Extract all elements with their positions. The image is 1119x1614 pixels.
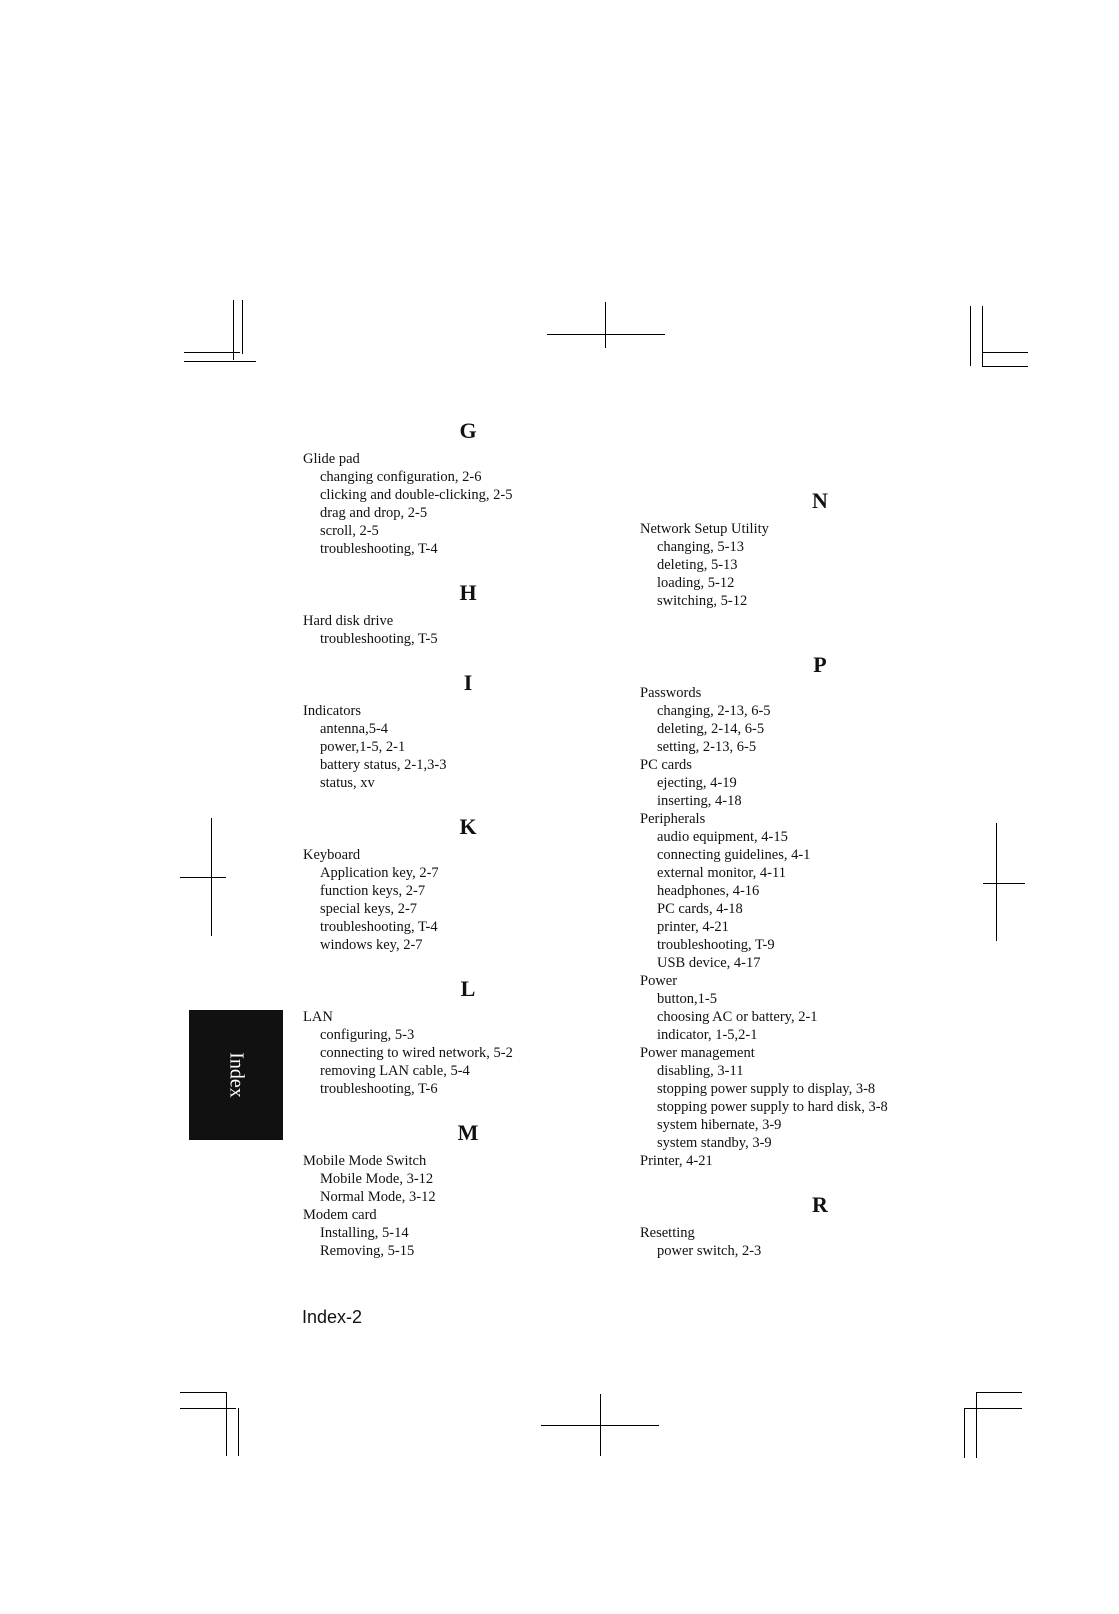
index-subentry: system standby, 3-9 xyxy=(657,1135,772,1151)
index-entry: Passwords xyxy=(640,685,702,701)
index-subentry: Mobile Mode, 3-12 xyxy=(320,1171,434,1187)
section-letter: H xyxy=(459,580,477,605)
index-entry: Glide pad xyxy=(303,451,360,467)
index-section-r xyxy=(640,1192,970,1260)
index-section-k xyxy=(303,814,603,954)
section-letter: K xyxy=(459,814,477,839)
index-subentry: troubleshooting, T-9 xyxy=(657,937,775,953)
index-column-left xyxy=(303,418,603,1260)
index-subentry: changing configuration, 2-6 xyxy=(320,469,482,485)
index-entry: Power management xyxy=(640,1045,755,1061)
index-subentry: loading, 5-12 xyxy=(657,575,735,591)
index-subentry: troubleshooting, T-5 xyxy=(320,631,438,647)
index-entry: LAN xyxy=(303,1009,333,1025)
index-subentry: headphones, 4-16 xyxy=(657,883,760,899)
section-spacer xyxy=(303,954,603,976)
section-letter: N xyxy=(812,488,828,513)
index-subentry: battery status, 2-1,3-3 xyxy=(320,757,447,773)
index-entry: Network Setup Utility xyxy=(640,521,769,537)
index-subentry: USB device, 4-17 xyxy=(657,955,761,971)
section-spacer xyxy=(303,792,603,814)
index-subentry: Installing, 5-14 xyxy=(320,1225,409,1241)
section-letter: L xyxy=(460,976,476,1001)
index-subentry: stopping power supply to display, 3-8 xyxy=(657,1081,876,1097)
index-subentry: connecting guidelines, 4-1 xyxy=(657,847,811,863)
index-subentry: removing LAN cable, 5-4 xyxy=(320,1063,470,1079)
section-spacer xyxy=(640,610,970,652)
section-letter: R xyxy=(812,1192,828,1217)
index-subentry: Normal Mode, 3-12 xyxy=(320,1189,436,1205)
index-subentry: changing, 5-13 xyxy=(657,539,744,555)
index-subentry: changing, 2-13, 6-5 xyxy=(657,703,771,719)
page-number: Index-2 xyxy=(302,1307,363,1327)
index-subentry: Application key, 2-7 xyxy=(320,865,439,881)
index-section-g xyxy=(303,418,603,558)
index-subentry: ejecting, 4-19 xyxy=(657,775,737,791)
index-subentry: special keys, 2-7 xyxy=(320,901,418,917)
index-subentry: drag and drop, 2-5 xyxy=(320,505,428,521)
index-subentry: stopping power supply to hard disk, 3-8 xyxy=(657,1099,888,1115)
index-entry: Peripherals xyxy=(640,811,706,827)
index-subentry: scroll, 2-5 xyxy=(320,523,379,539)
index-entry: PC cards xyxy=(640,757,692,773)
index-subentry: power switch, 2-3 xyxy=(657,1243,762,1259)
section-letter: M xyxy=(457,1120,479,1145)
index-subentry: clicking and double-clicking, 2-5 xyxy=(320,487,513,503)
index-subentry: setting, 2-13, 6-5 xyxy=(657,739,757,755)
index-subentry: deleting, 5-13 xyxy=(657,557,738,573)
index-subentry: deleting, 2-14, 6-5 xyxy=(657,721,765,737)
index-subentry: choosing AC or battery, 2-1 xyxy=(657,1009,818,1025)
index-subentry: audio equipment, 4-15 xyxy=(657,829,788,845)
index-subentry: external monitor, 4-11 xyxy=(657,865,786,881)
index-subentry: PC cards, 4-18 xyxy=(657,901,743,917)
index-entry: Resetting xyxy=(640,1225,695,1241)
index-subentry: windows key, 2-7 xyxy=(320,937,423,953)
section-spacer xyxy=(303,1098,603,1120)
index-section-l xyxy=(303,976,603,1098)
index-subentry: disabling, 3-11 xyxy=(657,1063,744,1079)
index-subentry: power,1-5, 2-1 xyxy=(320,739,406,755)
index-subentry: button,1-5 xyxy=(657,991,718,1007)
index-subentry: Removing, 5-15 xyxy=(320,1243,415,1259)
section-spacer xyxy=(303,648,603,670)
index-entry: Keyboard xyxy=(303,847,361,863)
index-subentry: troubleshooting, T-4 xyxy=(320,919,438,935)
index-subentry: configuring, 5-3 xyxy=(320,1027,415,1043)
index-section-p xyxy=(640,652,970,1170)
section-letter: P xyxy=(813,652,827,677)
index-entry: Modem card xyxy=(303,1207,377,1223)
index-section-n xyxy=(640,488,970,610)
index-subentry: system hibernate, 3-9 xyxy=(657,1117,782,1133)
index-section-m xyxy=(303,1120,603,1260)
index-subentry: inserting, 4-18 xyxy=(657,793,742,809)
index-entry: Indicators xyxy=(303,703,361,719)
index-subentry: indicator, 1-5,2-1 xyxy=(657,1027,758,1043)
index-subentry: troubleshooting, T-4 xyxy=(320,541,438,557)
index-section-h xyxy=(303,580,603,648)
index-column-right xyxy=(640,488,970,1260)
index-subentry: antenna,5-4 xyxy=(320,721,389,737)
index-subentry: troubleshooting, T-6 xyxy=(320,1081,438,1097)
index-subentry: function keys, 2-7 xyxy=(320,883,426,899)
index-subentry: status, xv xyxy=(320,775,375,791)
section-spacer xyxy=(303,558,603,580)
index-subentry: printer, 4-21 xyxy=(657,919,729,935)
index-subentry: switching, 5-12 xyxy=(657,593,748,609)
index-entry: Printer, 4-21 xyxy=(640,1153,713,1169)
index-entry: Mobile Mode Switch xyxy=(303,1153,427,1169)
index-subentry: connecting to wired network, 5-2 xyxy=(320,1045,513,1061)
section-letter: I xyxy=(463,670,473,695)
side-tab-label: Index xyxy=(225,1052,248,1098)
index-entry: Power xyxy=(640,973,678,989)
index-side-tab xyxy=(189,1010,283,1140)
index-entry: Hard disk drive xyxy=(303,613,394,629)
section-letter: G xyxy=(459,418,477,443)
section-spacer xyxy=(640,1170,970,1192)
index-section-i xyxy=(303,670,603,792)
